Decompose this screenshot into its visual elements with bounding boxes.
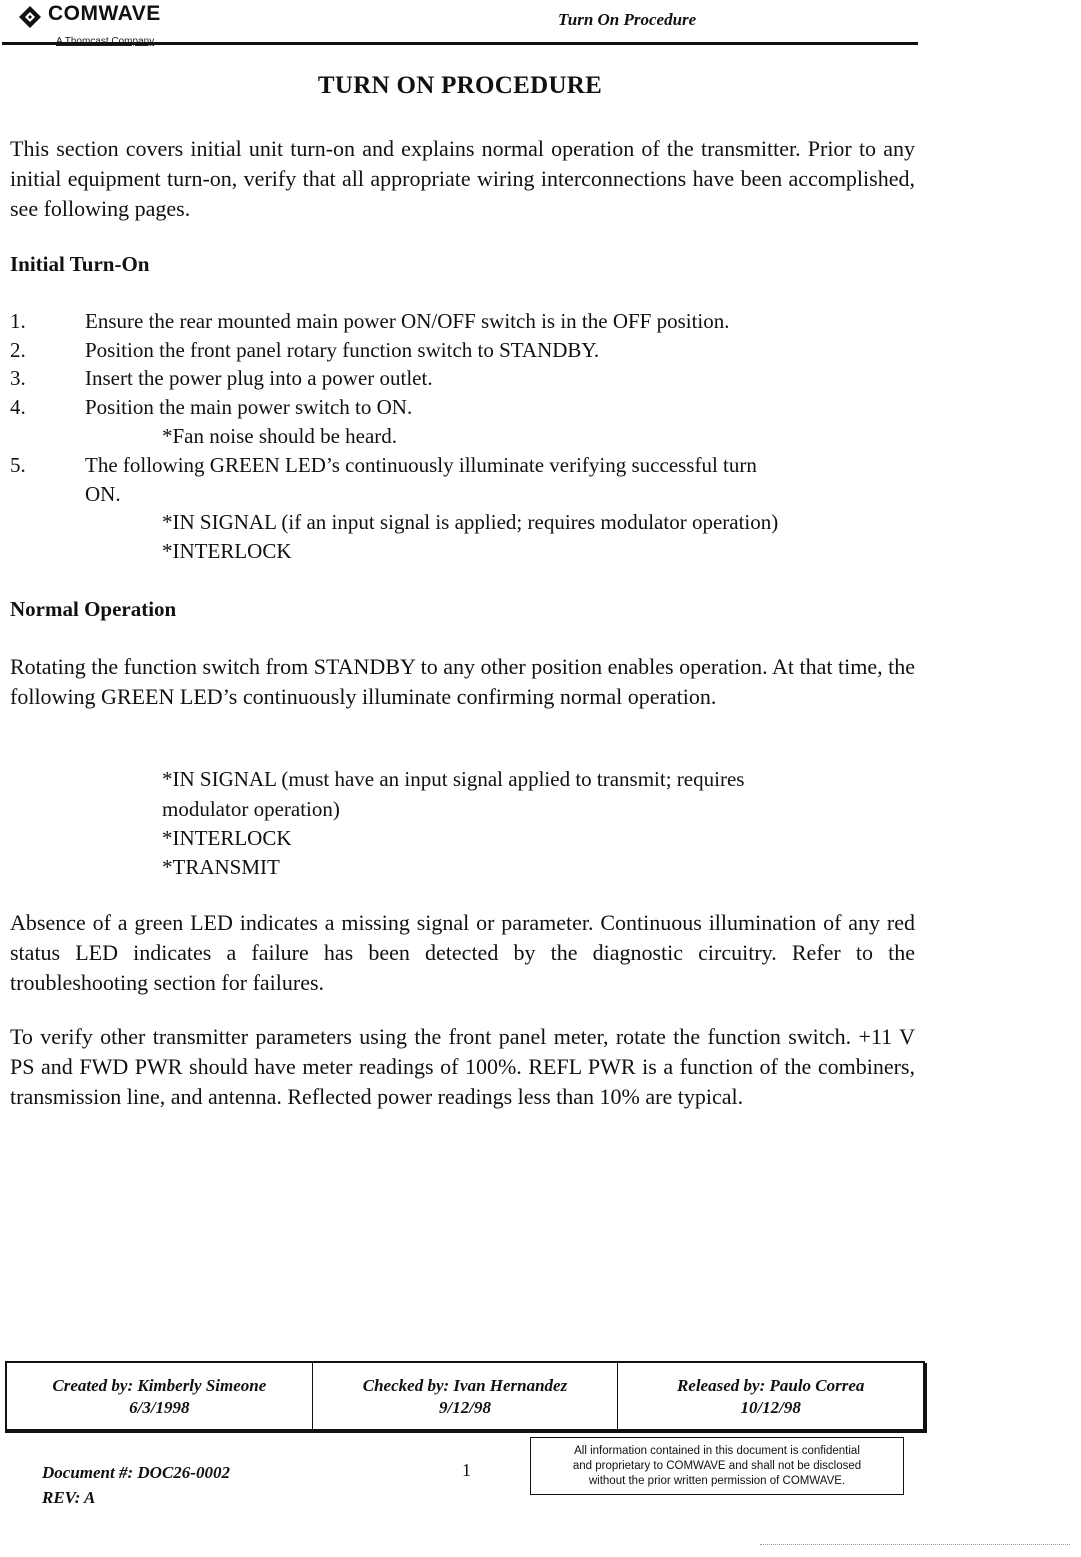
fan-noise-note: *Fan noise should be heard. [162,424,398,448]
created-by-label: Created by: Kimberly Simeone [52,1376,267,1395]
normal-paragraph-1: Rotating the function switch from STANDBY to any other position enables operation. At that time, the following GREEN LED’s continuously illuminate confirming normal operation. [10,654,915,709]
header-rule [2,42,918,45]
running-title: Turn On Procedure [558,10,697,29]
step-number: 5. [10,453,26,477]
normal-paragraph-2: Absence of a green LED indicates a missing signal or parameter. Continuous illumination of any red status LED indicates a failure has been detected by the diagnostic circuitry. Refer to the troubleshooting section for failures. [10,910,915,995]
document-info [42,1460,230,1510]
released-date: 10/12/98 [740,1398,801,1417]
revision: REV: A [42,1488,96,1507]
step-text-continued: ON. [85,482,121,506]
step-number: 3. [10,366,26,390]
confidentiality-line-3: without the prior written permission of COMWAVE. [588,1475,846,1487]
confidentiality-line-2: and proprietary to COMWAVE and shall not be disclosed [572,1460,862,1472]
step-text: The following GREEN LED’s continuously illuminate verifying successful turn [85,453,757,477]
led-interlock: *INTERLOCK [162,539,292,563]
step-number: 2. [10,338,26,362]
released-by-cell [618,1363,923,1429]
checked-by-label: Checked by: Ivan Hernandez [362,1376,568,1395]
checked-date: 9/12/98 [439,1398,491,1417]
intro-paragraph: This section covers initial unit turn-on and explains normal operation of the transmitter. Prior to any initial equipment turn-on, verify that all appropriate wiring interconnections have been accomplished, see following pages. [10,136,915,221]
signoff-table [5,1361,925,1431]
step-text: Ensure the rear mounted main power ON/OFF switch is in the OFF position. [85,309,730,333]
brand-name: COMWAVE [48,2,161,25]
normal-paragraph-3: To verify other transmitter parameters using the front panel meter, rotate the function switch. +11 V PS and FWD PWR should have meter readings of 100%. REFL PWR is a function of the combiners, transmission line, and antenna. Reflected power readings less than 10% are typical. [10,1024,915,1109]
document-number: Document #: DOC26-0002 [42,1463,230,1482]
footer-rule [5,1431,923,1433]
confidentiality-notice [530,1437,904,1495]
led-in-signal: *IN SIGNAL (if an input signal is applied; requires modulator operation) [162,510,779,534]
confidentiality-line-1: All information contained in this document is confidential [574,1445,860,1457]
step-number: 1. [10,309,26,333]
page-number: 1 [462,1460,471,1480]
step-text: Position the front panel rotary function switch to STANDBY. [85,338,600,362]
checked-by-cell [313,1363,619,1429]
scan-artifact [760,1544,1070,1546]
led-in-signal-normal-cont: modulator operation) [162,797,340,821]
step-text: Insert the power plug into a power outlet. [85,366,433,390]
released-by-label: Released by: Paulo Correa [676,1376,865,1395]
normal-operation-heading: Normal Operation [10,597,177,621]
initial-turn-on-heading: Initial Turn-On [10,252,150,276]
created-by-cell [7,1363,313,1429]
comwave-logo-icon [18,5,42,29]
created-date: 6/3/1998 [129,1398,190,1417]
page-title: TURN ON PROCEDURE [317,72,603,99]
led-transmit: *TRANSMIT [162,855,280,879]
step-text: Position the main power switch to ON. [85,395,413,419]
led-in-signal-normal: *IN SIGNAL (must have an input signal applied to transmit; requires [162,767,745,791]
step-number: 4. [10,395,26,419]
led-interlock-normal: *INTERLOCK [162,826,292,850]
